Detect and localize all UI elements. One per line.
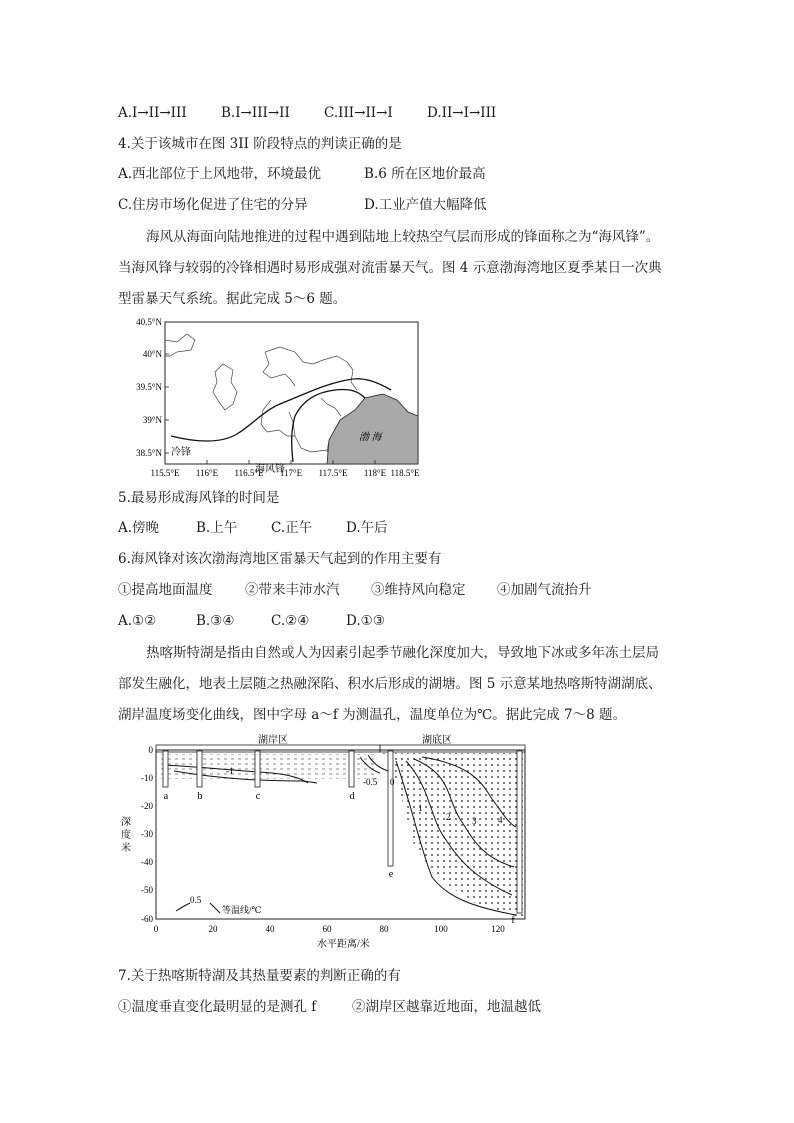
q5-option-a[interactable]: A.傍晚 — [118, 520, 160, 536]
cold-front-label: 冷锋 — [171, 447, 191, 458]
q7-item-2: ②湖岸区越靠近地面，地温越低 — [352, 999, 541, 1015]
passage2-line-2: 部发生融化，地表土层随之热融深陷、积水后形成的湖塘。图 5 示意某地热喀斯特湖湖底、 — [118, 676, 662, 692]
x-tick-label: 100 — [434, 924, 448, 934]
passage1-line-1: 海风从海面向陆地推进的过程中遇到陆地上较热空气层而形成的锋面称之为“海风锋”。 — [146, 229, 660, 245]
q5-option-b[interactable]: B.上午 — [196, 520, 238, 536]
y-tick-label: -30 — [141, 829, 153, 839]
q5-option-c[interactable]: C.正午 — [271, 520, 313, 536]
lat-label: 40°N — [142, 349, 162, 359]
isotherm-label: 0 — [390, 777, 395, 787]
q5-stem: 5.最易形成海风锋的时间是 — [118, 490, 280, 506]
legend-value: 0.5 — [190, 895, 202, 905]
q6-items — [118, 580, 592, 600]
x-axis-ticks — [154, 924, 506, 934]
bottom-zone-box — [380, 745, 525, 752]
q6-item-2: ②带来丰沛水汽 — [245, 582, 340, 598]
shore-zone-box — [156, 745, 380, 752]
q3-option-d[interactable]: D.II→I→III — [427, 105, 497, 121]
borehole-label: a — [163, 791, 169, 802]
isotherm-label: 4 — [498, 815, 503, 825]
borehole-b — [197, 751, 202, 787]
isotherm-label: 2 — [446, 812, 451, 822]
lon-label: 118.5°E — [390, 468, 420, 478]
q3-option-a[interactable]: A.I→II→III — [118, 105, 187, 121]
passage2-line-3: 湖岸温度场变化曲线，图中字母 a～f 为测温孔，温度单位为℃。据此完成 7～8 题。 — [118, 707, 626, 723]
borehole-label: d — [349, 791, 355, 802]
q6-option-c[interactable]: C.②④ — [271, 613, 310, 629]
y-tick-label: -20 — [141, 801, 153, 811]
sea-breeze-front-label: 海风锋 — [255, 464, 285, 475]
q3-options — [118, 103, 496, 123]
lat-label: 39.5°N — [136, 382, 162, 392]
q4-option-d[interactable]: D.工业产值大幅降低 — [364, 197, 487, 213]
q7-items — [118, 997, 541, 1017]
lat-label: 40.5°N — [136, 317, 162, 327]
lon-label: 116.5°E — [234, 468, 264, 478]
borehole-f — [517, 751, 522, 913]
q6-option-b[interactable]: B.③④ — [196, 613, 235, 629]
y-tick-label: -60 — [141, 914, 153, 924]
latitude-labels — [136, 317, 162, 458]
lon-label: 116°E — [195, 468, 219, 478]
isotherm-label: 3 — [472, 816, 477, 826]
isotherm-label: -1 — [226, 766, 234, 776]
lon-label: 117°E — [279, 468, 303, 478]
boundary-line — [295, 436, 329, 452]
figure-4-map — [115, 312, 425, 482]
q3-option-b[interactable]: B.I→III→II — [221, 105, 290, 121]
x-axis-label: 水平距离/米 — [317, 939, 370, 950]
q5-options — [118, 518, 388, 538]
x-tick-label: 60 — [322, 924, 332, 934]
q6-options — [118, 611, 385, 631]
borehole-label: b — [197, 791, 203, 802]
boundary-line — [321, 398, 341, 416]
q6-stem: 6.海风锋对该次渤海湾地区雷暴天气起到的作用主要有 — [118, 551, 442, 567]
borehole-label: f — [511, 915, 515, 926]
figure-5-profile — [112, 727, 532, 962]
q6-item-4: ④加剧气流抬升 — [497, 582, 592, 598]
y-axis-ticks — [141, 745, 154, 924]
legend-text: 等温线/℃ — [222, 905, 262, 915]
boundary-line — [165, 334, 195, 356]
q7-item-1: ①温度垂直变化最明显的是测孔 f — [118, 999, 317, 1015]
q4-option-c[interactable]: C.住房市场化促进了住宅的分异 — [118, 197, 308, 213]
bohai-sea — [327, 394, 418, 464]
lat-label: 38.5°N — [136, 448, 162, 458]
passage1-line-3: 型雷暴天气系统。据此完成 5～6 题。 — [118, 291, 347, 307]
longitude-labels — [150, 468, 420, 478]
x-tick-label: 40 — [265, 924, 275, 934]
bottom-zone-label: 湖底区 — [422, 735, 452, 746]
x-tick-label: 120 — [491, 924, 505, 934]
y-axis-label-char: 度 — [121, 830, 131, 841]
q6-item-1: ①提高地面温度 — [118, 582, 213, 598]
y-tick-label: 0 — [148, 745, 153, 755]
lat-label: 39°N — [142, 415, 162, 425]
borehole-a — [163, 751, 168, 787]
x-tick-label: 0 — [153, 924, 159, 934]
boundary-line — [213, 364, 237, 410]
q4-options-row1 — [118, 164, 486, 184]
lon-label: 117.5°E — [318, 468, 348, 478]
y-axis-label — [121, 816, 131, 854]
isotherm-label: 1 — [418, 803, 423, 813]
y-axis-label-char: 深 — [121, 817, 131, 828]
y-tick-label: -40 — [141, 857, 153, 867]
borehole-c — [255, 751, 260, 787]
y-axis-label-char: 米 — [121, 843, 131, 854]
q4-stem: 4.关于该城市在图 3II 阶段特点的判读正确的是 — [118, 136, 402, 152]
q4-options-row2 — [118, 195, 487, 215]
q6-option-d[interactable]: D.①③ — [346, 613, 385, 629]
y-tick-label: -10 — [141, 773, 153, 783]
q3-option-c[interactable]: C.III→II→I — [324, 105, 393, 121]
passage2-line-1: 热喀斯特湖是指由自然或人为因素引起季节融化深度加大，导致地下冰或多年冻土层局 — [146, 645, 659, 661]
q7-stem: 7.关于热喀斯特湖及其热量要素的判断正确的有 — [118, 968, 401, 984]
bohai-sea-label: 渤 海 — [359, 432, 382, 443]
lon-label: 115.5°E — [150, 468, 180, 478]
q4-option-b[interactable]: B.6 所在区地价最高 — [364, 166, 486, 182]
boundary-line — [265, 347, 357, 390]
isotherm-legend — [176, 895, 262, 915]
passage1-line-2: 当海风锋与较弱的冷锋相遇时易形成强对流雷暴天气。图 4 示意渤海湾地区夏季某日一次典 — [118, 260, 662, 276]
x-tick-label: 80 — [379, 924, 389, 934]
borehole-label: e — [388, 869, 394, 880]
q4-option-a[interactable]: A.西北部位于上风地带，环境最优 — [118, 166, 322, 182]
latitude-ticks — [165, 354, 169, 453]
y-tick-label: -50 — [141, 885, 153, 895]
x-tick-label: 20 — [208, 924, 218, 934]
lon-label: 118°E — [363, 468, 387, 478]
boundary-line — [263, 352, 295, 386]
q6-item-3: ③维持风向稳定 — [371, 582, 466, 598]
isotherm-label: -0.5 — [363, 777, 378, 787]
q6-option-a[interactable]: A.①② — [118, 613, 157, 629]
borehole-d — [349, 751, 354, 787]
borehole-label: c — [255, 791, 261, 802]
q5-option-d[interactable]: D.午后 — [346, 520, 388, 536]
borehole-e — [388, 751, 393, 866]
shore-zone-label: 湖岸区 — [258, 735, 288, 746]
